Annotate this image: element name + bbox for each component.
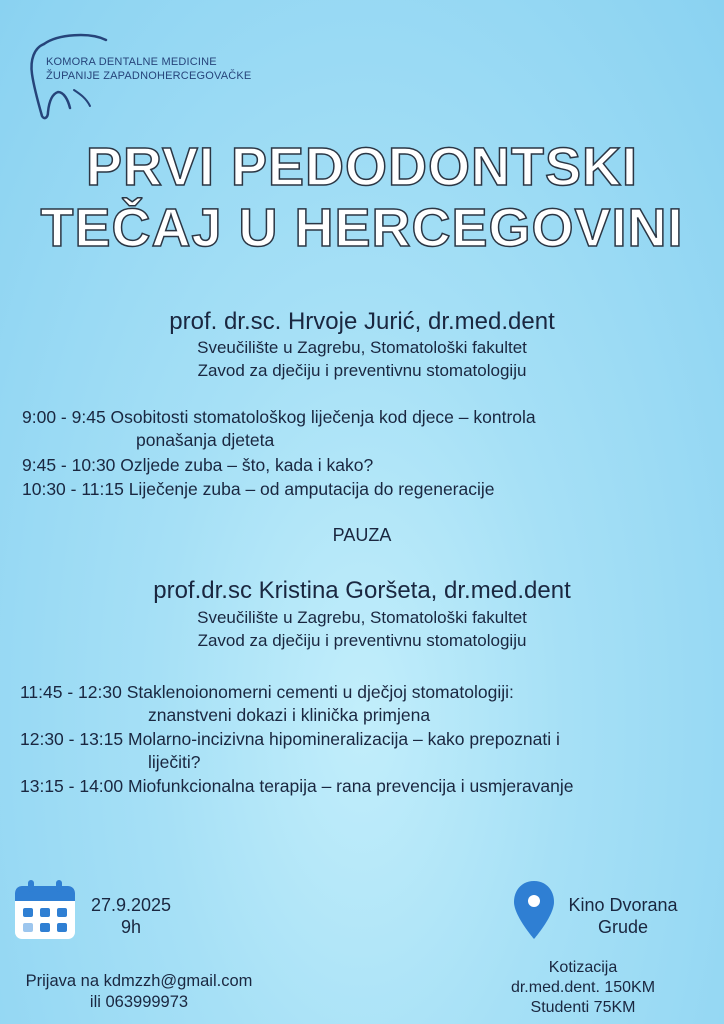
fee-students: Studenti 75KM: [530, 999, 636, 1016]
event-time: 9h: [120, 917, 142, 937]
pause-label: PAUZA: [332, 525, 392, 545]
schedule-item-4-cont: znanstveni dokazi i klinička primjena: [148, 705, 431, 725]
page-title-line-1: PRVI PEDODONTSKI: [85, 137, 639, 197]
page-title-line-2: TEČAJ U HERCEGOVINI: [40, 198, 684, 258]
location-pin-icon: [513, 880, 555, 945]
registration-line-2: ili 063999973: [89, 993, 189, 1011]
speaker-1-affiliation-2: Zavod za dječiju i preventivnu stomatologiju: [197, 361, 527, 380]
venue-name: Kino Dvorana: [568, 895, 678, 915]
schedule-item-3: 10:30 - 11:15 Liječenje zuba – od amputacija do regeneracije: [22, 479, 495, 499]
logo-text: [46, 55, 251, 83]
speaker-1-affiliation-1: Sveučilište u Zagrebu, Stomatološki fakultet: [197, 338, 527, 357]
schedule-item-6: 13:15 - 14:00 Miofunkcionalna terapija – rana prevencija i usmjeravanje: [20, 776, 574, 796]
logo-line-2: ŽUPANIJE ZAPADNOHERCEGOVAČKE: [46, 70, 252, 82]
venue-city: Grude: [597, 917, 649, 937]
fee-title: Kotizacija: [548, 959, 618, 976]
schedule-item-5-cont: liječiti?: [148, 752, 201, 772]
speaker-1-name: prof. dr.sc. Hrvoje Jurić, dr.med.dent: [169, 308, 555, 335]
logo-line-1: KOMORA DENTALNE MEDICINE: [46, 56, 217, 68]
schedule-item-1: 9:00 - 9:45 Osobitosti stomatološkog liječenja kod djece – kontrola: [22, 407, 536, 427]
schedule-item-4: 11:45 - 12:30 Staklenoionomerni cementi u dječjoj stomatologiji:: [20, 682, 514, 702]
event-date: 27.9.2025: [90, 895, 172, 915]
fee-dentist: dr.med.dent. 150KM: [510, 979, 656, 996]
speaker-2-affiliation-1: Sveučilište u Zagrebu, Stomatološki fakultet: [197, 608, 527, 627]
speaker-2-affiliation-2: Zavod za dječiju i preventivnu stomatologiju: [197, 631, 527, 650]
calendar-icon: [14, 880, 76, 945]
schedule-item-1-cont: ponašanja djeteta: [136, 430, 275, 450]
speaker-2-name: prof.dr.sc Kristina Goršeta, dr.med.dent: [153, 577, 571, 604]
registration-line-1: Prijava na kdmzzh@gmail.com: [25, 972, 253, 990]
schedule-item-2: 9:45 - 10:30 Ozljede zuba – što, kada i kako?: [22, 455, 374, 475]
schedule-item-5: 12:30 - 13:15 Molarno-incizivna hipomineralizacija – kako prepoznati i: [20, 729, 560, 749]
